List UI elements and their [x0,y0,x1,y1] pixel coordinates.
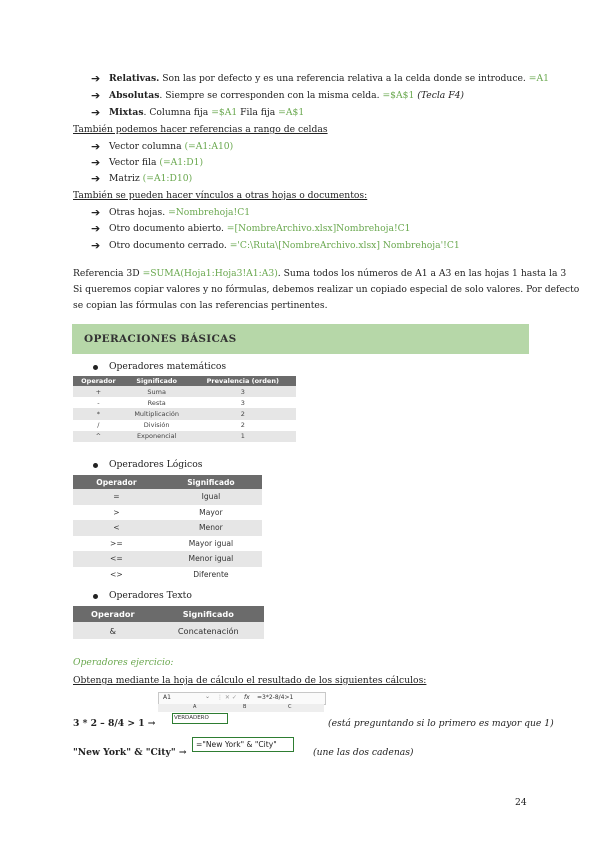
bullet-dot-icon [93,594,98,599]
table-cell: - [73,397,124,408]
calc2-text: "New York" & "City" → [73,747,187,758]
table-cell: & [73,622,153,639]
ref-relativas-desc: Son las por defecto y es una referencia relativa a la celda donde se introduce. [159,73,529,84]
ref-mixtas-label: Mixtas [109,107,144,118]
table-cell: > [73,505,160,521]
arrow-bullet-icon: ➔ [91,106,101,119]
table-row [73,489,262,505]
rango-item-label: Matriz [109,173,143,184]
rango-item [109,157,203,169]
table-cell: < [73,520,160,536]
ejercicio-title: Operadores ejercicio: [73,657,174,668]
column-headers [158,704,324,712]
column-header-b: B [243,704,247,710]
ref-mixtas-example2: =A$1 [278,107,305,118]
table-row [73,397,296,408]
column-header-a: A [193,704,197,710]
section-header [72,324,529,354]
table-header-row [73,606,264,622]
table-cell: Menor igual [160,551,262,567]
page-number: 24 [515,797,527,808]
table-row [73,386,296,397]
ref-mixtas-desc2: Fila fija [237,107,279,118]
calc2-note: (une las dos cadenas) [313,747,414,758]
arrow-bullet-icon: ➔ [91,222,101,235]
table-cell: División [124,420,190,431]
table-cell: Igual [160,489,262,505]
ref-absolutas [109,90,464,102]
fx-label: fx [244,694,250,701]
table-cell: <= [73,551,160,567]
ref-mixtas-example1: =$A1 [211,107,238,118]
vinculo-item-label: Otro documento cerrado. [109,240,230,251]
vinculos-heading: También se pueden hacer vínculos a otras hojas o documentos: [73,190,368,201]
arrow-bullet-icon: ➔ [91,156,101,169]
column-header-c: C [288,704,292,710]
ref-relativas-label: Relativas. [109,73,160,84]
arrow-bullet-icon: ➔ [91,72,101,85]
rango-item [109,173,192,185]
calc1-note: (está preguntando si lo primero es mayor que 1) [328,718,554,729]
table-cell: 2 [190,420,296,431]
ref-relativas-example: =A1 [528,73,549,84]
paragraph-line-2: Si queremos copiar valores y no fórmulas, debemos realizar un copiado especial de solo valores. Por defecto [73,284,580,295]
column-header: Operador [73,376,124,386]
section-title: OPERACIONES BÁSICAS [84,333,237,345]
table-cell: Suma [124,386,190,397]
matematicos-heading: Operadores matemáticos [109,361,227,372]
paragraph-line-1 [73,268,566,280]
table-cell: Menor [160,520,262,536]
ref-absolutas-example: =$A$1 [382,90,415,101]
vinculo-item-value: =Nombrehoja!C1 [168,207,251,218]
column-header: Operador [73,606,153,622]
table-cell: Multiplicación [124,408,190,419]
table-cell: / [73,420,124,431]
column-header: Significado [160,475,262,489]
table-cell: Exponencial [124,431,190,442]
formula-bar-buttons-icon: ⋮ ✕ ✓ [217,694,237,701]
table-cell: 1 [190,431,296,442]
arrow-bullet-icon: ➔ [91,172,101,185]
table-row [73,431,296,442]
table-cell: <> [73,567,160,583]
table-cell: + [73,386,124,397]
table-cell: Mayor [160,505,262,521]
table-cell: Concatenación [153,622,264,639]
result-cell: VERDADERO [172,713,228,724]
table-row [73,505,262,521]
formula-text: =3*2-8/4>1 [257,694,294,701]
text-operators-table [73,606,264,639]
ejercicio-instruction: Obtenga mediante la hoja de cálculo el resultado de los siguientes cálculos: [73,675,427,686]
ref-absolutas-note: (Tecla F4) [414,90,465,101]
table-cell: * [73,408,124,419]
table-row [73,536,262,552]
vinculo-item [109,207,250,219]
ref-mixtas-desc: . Columna fija [143,107,212,118]
ref-mixtas [109,107,304,119]
rango-item-label: Vector columna [109,141,185,152]
vinculo-item [109,240,460,252]
table-cell: ^ [73,431,124,442]
column-header: Prevalencia (orden) [190,376,296,386]
column-header: Significado [124,376,190,386]
table-cell: 3 [190,397,296,408]
bullet-dot-icon [93,463,98,468]
paragraph-formula: =SUMA(Hoja1:Hoja3!A1:A3) [142,268,278,279]
arrow-bullet-icon: ➔ [91,89,101,102]
table-header-row [73,475,262,489]
vinculo-item-value: =[NombreArchivo.xlsx]Nombrehoja!C1 [226,223,411,234]
table-row [73,551,262,567]
logicos-heading: Operadores Lógicos [109,459,203,470]
rango-item-value: (=A1:D1) [159,157,204,168]
table-cell: Diferente [160,567,262,583]
ref-absolutas-label: Absolutas [109,90,160,101]
vinculo-item [109,223,411,235]
vinculo-item-value: ='C:\Ruta\[NombreArchivo.xlsx] Nombrehoja'!C1 [229,240,460,251]
table-row [73,408,296,419]
table-cell: 2 [190,408,296,419]
rango-item-value: (=A1:A10) [184,141,234,152]
paragraph-text: Referencia 3D [73,268,143,279]
texto-heading: Operadores Texto [109,590,192,601]
table-row [73,520,262,536]
table-cell: Resta [124,397,190,408]
arrow-bullet-icon: ➔ [91,206,101,219]
table-row [73,622,264,639]
table-cell: >= [73,536,160,552]
bullet-dot-icon [93,365,98,370]
vinculo-item-label: Otro documento abierto. [109,223,227,234]
calc1-text: 3 * 2 – 8/4 > 1 → [73,718,156,729]
rango-item [109,141,233,153]
table-row [73,567,262,583]
table-cell: 3 [190,386,296,397]
vinculo-item-label: Otras hojas. [109,207,169,218]
math-operators-table [73,376,296,442]
column-header: Operador [73,475,160,489]
excel-screenshot [158,692,324,725]
arrow-bullet-icon: ➔ [91,239,101,252]
rango-item-value: (=A1:D10) [142,173,193,184]
table-cell: = [73,489,160,505]
rango-heading: También podemos hacer referencias a rango de celdas [73,124,328,135]
ref-relativas [109,73,549,85]
chevron-down-icon: ⌄ [205,693,211,700]
name-box: A1 [163,694,171,701]
table-header-row [73,376,296,386]
paragraph-line-3: se copian las fórmulas con las referencias pertinentes. [73,300,328,311]
table-row [73,420,296,431]
table-cell: Mayor igual [160,536,262,552]
arrow-bullet-icon: ➔ [91,140,101,153]
ref-absolutas-desc: . Siempre se corresponden con la misma celda. [159,90,383,101]
logic-operators-table [73,475,262,582]
column-header: Significado [153,606,264,622]
rango-item-label: Vector fila [109,157,160,168]
paragraph-text: . Suma todos los números de A1 a A3 en las hojas 1 hasta la 3 [277,268,567,279]
excel-cell-concat: ="New York" & "City" [192,737,294,752]
